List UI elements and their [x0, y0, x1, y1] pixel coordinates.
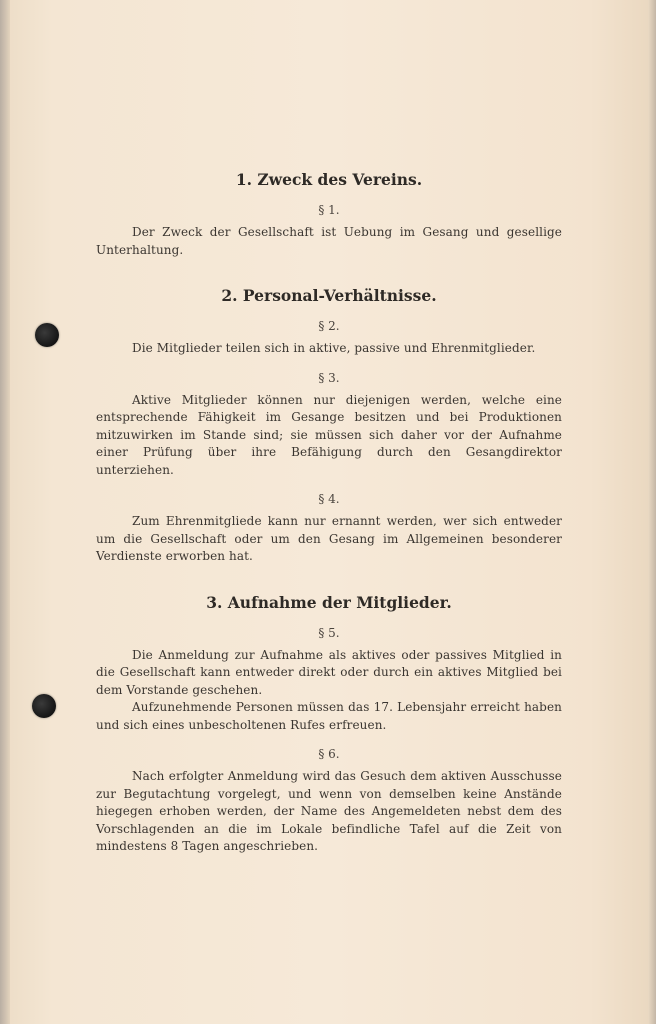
page-left-edge [0, 0, 10, 1024]
punch-hole-bottom [32, 694, 56, 718]
paragraph-number: § 5. [318, 625, 340, 640]
paragraph-text: Der Zweck der Gesellschaft ist Uebung im Gesang und gesellige Unterhaltung. [96, 225, 562, 257]
paragraph-text: Die Anmeldung zur Aufnahme als aktives oder passives Mitglied in die Gesellschaft kann entweder direkt oder durch ein aktives Mitglied bei dem Vorstande geschehen. [96, 647, 562, 697]
page-right-edge [648, 0, 656, 1024]
section-zweck [96, 170, 562, 259]
section-heading: 1. Zweck des Vereins. [235, 170, 423, 189]
paragraph-number: § 4. [318, 492, 340, 506]
document-body [96, 170, 562, 856]
paragraph-number: § 6. [318, 747, 340, 761]
section-aufnahme [96, 593, 562, 856]
paragraph-text: Aufzunehmende Personen müssen das 17. Lebensjahr erreicht haben und sich eines unbescholtenen Rufes erfreuen. [96, 700, 562, 732]
paragraph-text: Aktive Mitglieder können nur diejenigen werden, welche eine entsprechende Fähigkeit im Gesange besitzen und bei Produktionen mitzuwirken im Stande sind; sie müssen sich daher vor der Aufnahme einer Prüfung über ihre Befähigung durch den Gesangdirektor unterziehen. [96, 392, 562, 477]
paragraph-number: § 1. [318, 203, 340, 217]
section-personal [96, 286, 562, 566]
paragraph-number: § 2. [318, 319, 340, 333]
punch-hole-top [35, 323, 59, 347]
paragraph-text: Zum Ehrenmitgliede kann nur ernannt werden, wer sich entweder um die Gesellschaft oder um den Gesang im Allgemeinen besonderer Verdienste erworben hat. [96, 514, 562, 563]
paragraph-text: Die Mitglieder teilen sich in aktive, passive und Ehrenmitglieder. [132, 341, 536, 355]
section-heading: 3. Aufnahme der Mitglieder. [206, 592, 452, 612]
paragraph-text: Nach erfolgter Anmeldung wird das Gesuch dem aktiven Ausschusse zur Begutachtung vorgelegt, und wenn von demselben keine Anstände hiegegen erhoben werden, der Name des Angemeldeten nebst dem des Vorschlagenden an die im Lokale befindliche Tafel auf die Zeit von mindestens 8 Tagen angeschrieben. [96, 769, 562, 853]
paragraph-number: § 3. [318, 370, 340, 385]
section-heading: 2. Personal-Verhältnisse. [221, 286, 437, 305]
